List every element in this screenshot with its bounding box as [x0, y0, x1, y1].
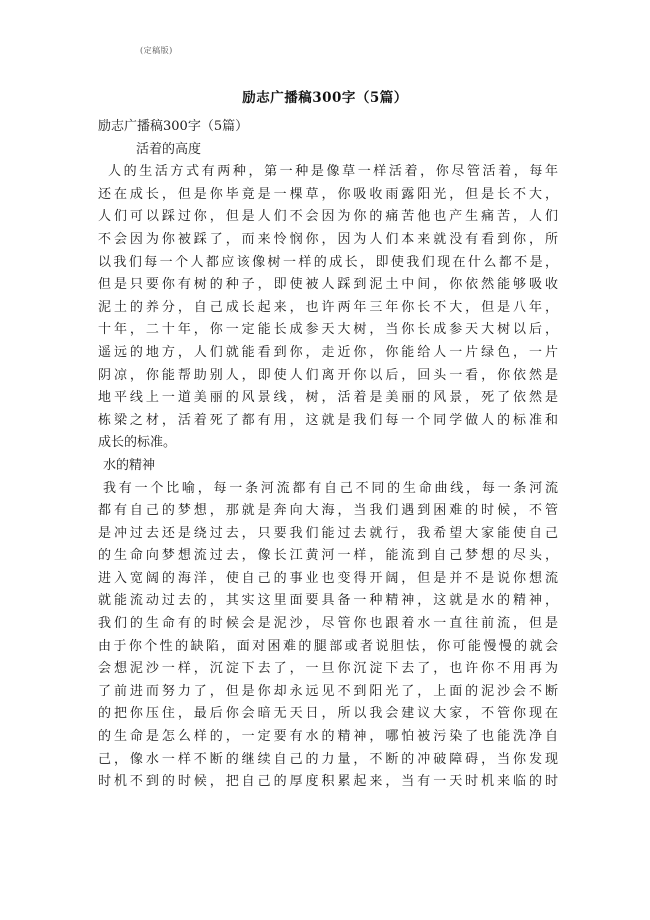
paragraph-line: 十年，二十年，你一定能长成参天大树，当你长成参天大树以后， — [98, 322, 558, 338]
document-title: 励志广播稿300字（5篇） — [242, 90, 408, 106]
paragraph-line: 进入宽阔的海洋，使自己的事业也变得开阔，但是并不是说你想流 — [98, 570, 558, 586]
paragraph-line: 由于你个性的缺陷，面对困难的腿部或者说胆怯，你可能慢慢的就会 — [98, 638, 558, 654]
paragraph-line: 的把你压住，最后你会暗无天日，所以我会建议大家，不管你现在 — [98, 706, 558, 722]
paragraph-line: 人的生活方式有两种，第一种是像草一样活着，你尽管活着，每年 — [108, 164, 558, 180]
subtitle: 励志广播稿300字（5篇） — [98, 119, 249, 134]
paragraph-line: 阴凉，你能帮助别人，即使人们离开你以后，回头一看，你依然是 — [98, 367, 558, 383]
paragraph-line: 但是只要你有树的种子，即使被人踩到泥土中间，你依然能够吸收 — [98, 277, 558, 293]
paragraph-line: 栋梁之材，活着死了都有用，这就是我们每一个同学做人的标准和 — [98, 412, 558, 428]
paragraph-line: 还在成长，但是你毕竟是一棵草，你吸收雨露阳光，但是长不大， — [98, 186, 558, 202]
paragraph-line: 就能流动过去的，其实这里面要具备一种精神，这就是水的精神， — [98, 593, 558, 609]
paragraph-line: 时机不到的时候，把自己的厚度积累起来，当有一天时机来临的时 — [98, 774, 558, 790]
paragraph-line: 了前进而努力了，但是你却永远见不到阳光了，上面的泥沙会不断 — [98, 683, 558, 699]
paragraph-line: 己，像水一样不断的继续自己的力量，不断的冲破障碍，当你发现 — [98, 751, 558, 767]
paragraph-line: 我有一个比喻，每一条河流都有自己不同的生命曲线，每一条河流 — [103, 480, 558, 496]
paragraph-line: 地平线上一道美丽的风景线，树，活着是美丽的风景，死了依然是 — [98, 390, 558, 406]
paragraph-line: 的生命是怎么样的，一定要有水的精神，哪怕被污染了也能洗净自 — [98, 729, 558, 745]
paragraph-line: 都有自己的梦想，那就是奔向大海，当我们遇到困难的时候，不管 — [98, 503, 558, 519]
draft-stamp: (定稿版) — [140, 46, 173, 55]
document-body — [98, 116, 558, 794]
paragraph-line: 泥土的养分，自己成长起来，也许两年三年你长不大，但是八年， — [98, 299, 558, 315]
paragraph-line: 的生命向梦想流过去，像长江黄河一样，能流到自己梦想的尽头， — [98, 548, 558, 564]
paragraph-line: 会想泥沙一样，沉淀下去了，一旦你沉淀下去了，也许你不用再为 — [98, 661, 558, 677]
paragraph-line: 成长的标准。 — [98, 435, 177, 451]
paragraph-line: 不会因为你被踩了，而来怜悯你，因为人们本来就没有看到你，所 — [98, 231, 558, 247]
section-heading: 水的精神 — [103, 457, 156, 473]
section-heading: 活着的高度 — [136, 141, 202, 157]
paragraph-line: 遥远的地方，人们就能看到你，走近你，你能给人一片绿色，一片 — [98, 344, 558, 360]
paragraph-line: 是冲过去还是绕过去，只要我们能过去就行，我希望大家能使自己 — [98, 525, 558, 541]
paragraph-line: 以我们每一个人都应该像树一样的成长，即使我们现在什么都不是， — [98, 254, 558, 270]
paragraph-line: 人们可以踩过你，但是人们不会因为你的痛苦他也产生痛苦，人们 — [98, 209, 558, 225]
paragraph-line: 我们的生命有的时候会是泥沙，尽管你也跟着水一直往前流，但是 — [98, 616, 558, 632]
